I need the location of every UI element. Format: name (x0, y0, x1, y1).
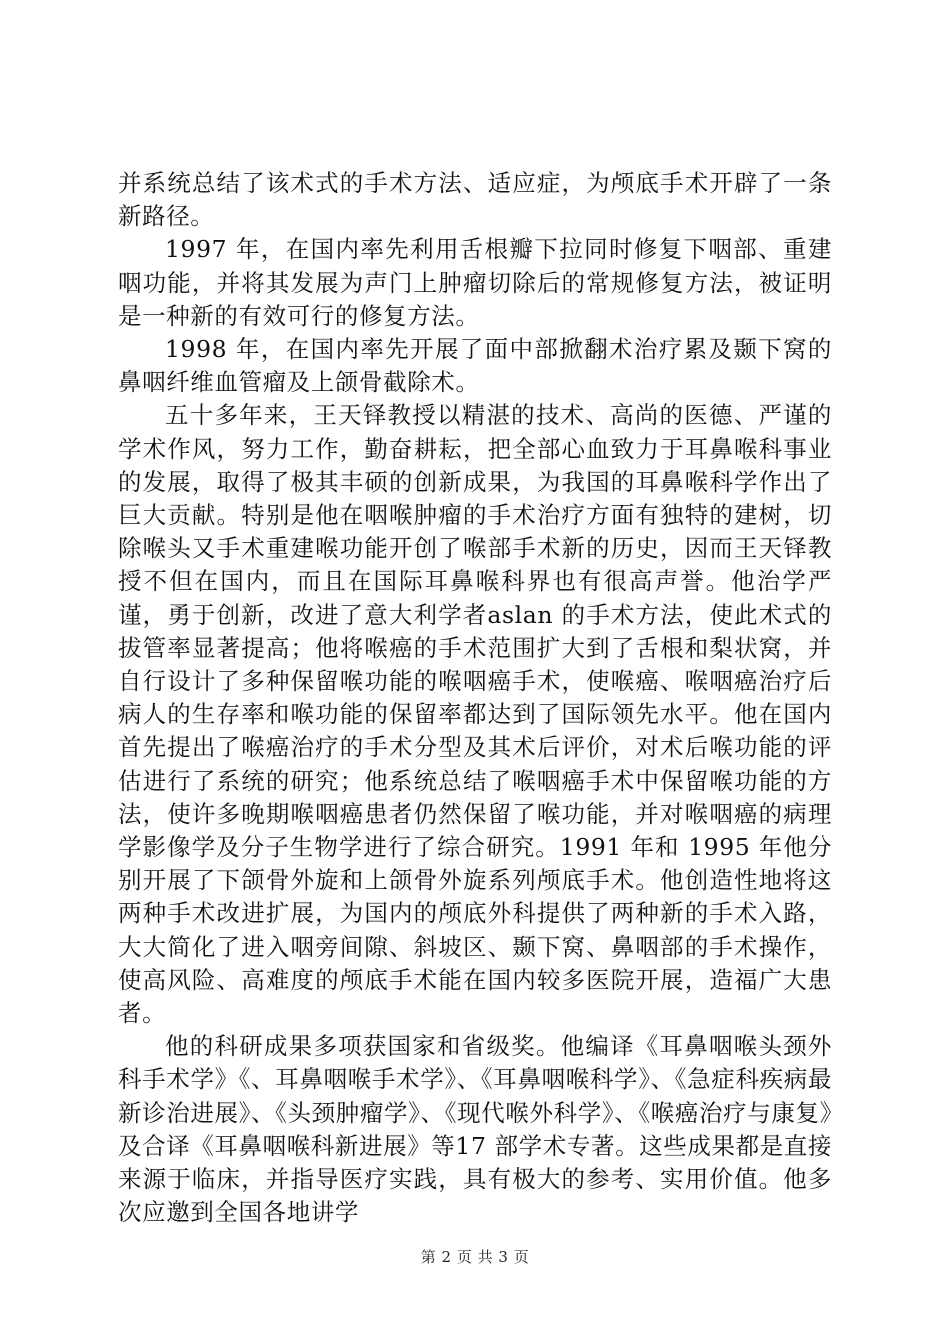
paragraph-4: 五十多年来，王天铎教授以精湛的技术、高尚的医德、严谨的学术作风，努力工作，勤奋耕耘，把全部心血致力于耳鼻喉科事业的发展，取得了极其丰硕的创新成果，为我国的耳鼻喉科学作出了巨大贡献。特别是他在咽喉肿瘤的手术治疗方面有独特的建树，切除喉头又手术重建喉功能开创了喉部手术新的历史，因而王天铎教授不但在国内，而且在国际耳鼻喉科界也有很高声誉。他治学严谨，勇于创新，改进了意大利学者aslan 的手术方法，使此术式的拔管率显著提高；他将喉癌的手术范围扩大到了舌根和梨状窝，并自行设计了多种保留喉功能的喉咽癌手术，使喉癌、喉咽癌治疗后病人的生存率和喉功能的保留率都达到了国际领先水平。他在国内首先提出了喉癌治疗的手术分型及其术后评价，对术后喉功能的评估进行了系统的研究；他系统总结了喉咽癌手术中保留喉功能的方法，使许多晚期喉咽癌患者仍然保留了喉功能，并对喉咽癌的病理学影像学及分子生物学进行了综合研究。1991 年和 1995 年他分别开展了下颌骨外旋和上颌骨外旋系列颅底手术。他创造性地将这两种手术改进扩展，为国内的颅底外科提供了两种新的手术入路，大大简化了进入咽旁间隙、斜坡区、颞下窝、鼻咽部的手术操作，使高风险、高难度的颅底手术能在国内较多医院开展，造福广大患者。 (118, 401, 832, 1028)
page-number-label: 第 2 页 共 3 页 (420, 1248, 530, 1266)
paragraph-5: 他的科研成果多项获国家和省级奖。他编译《耳鼻咽喉头颈外科手术学》《、耳鼻咽喉手术学》、《耳鼻咽喉科学》、《急症科疾病最新诊治进展》、《头颈肿瘤学》、《现代喉外科学》、《喉癌治疗与康复》及合译《耳鼻咽喉科新进展》等17 部学术专著。这些成果都是直接来源于临床，并指导医疗实践，具有极大的参考、实用价值。他多次应邀到全国各地讲学 (118, 1032, 832, 1227)
paragraph-2: 1997 年，在国内率先利用舌根瓣下拉同时修复下咽部、重建咽功能，并将其发展为声门上肿瘤切除后的常规修复方法，被证明是一种新的有效可行的修复方法。 (118, 235, 832, 330)
paragraph-1: 并系统总结了该术式的手术方法、适应症，为颅底手术开辟了一条新路径。 (118, 169, 832, 231)
paragraph-3: 1998 年，在国内率先开展了面中部掀翻术治疗累及颞下窝的鼻咽纤维血管瘤及上颌骨截除术。 (118, 335, 832, 397)
body-text (118, 167, 832, 1230)
page-footer (0, 1247, 950, 1267)
